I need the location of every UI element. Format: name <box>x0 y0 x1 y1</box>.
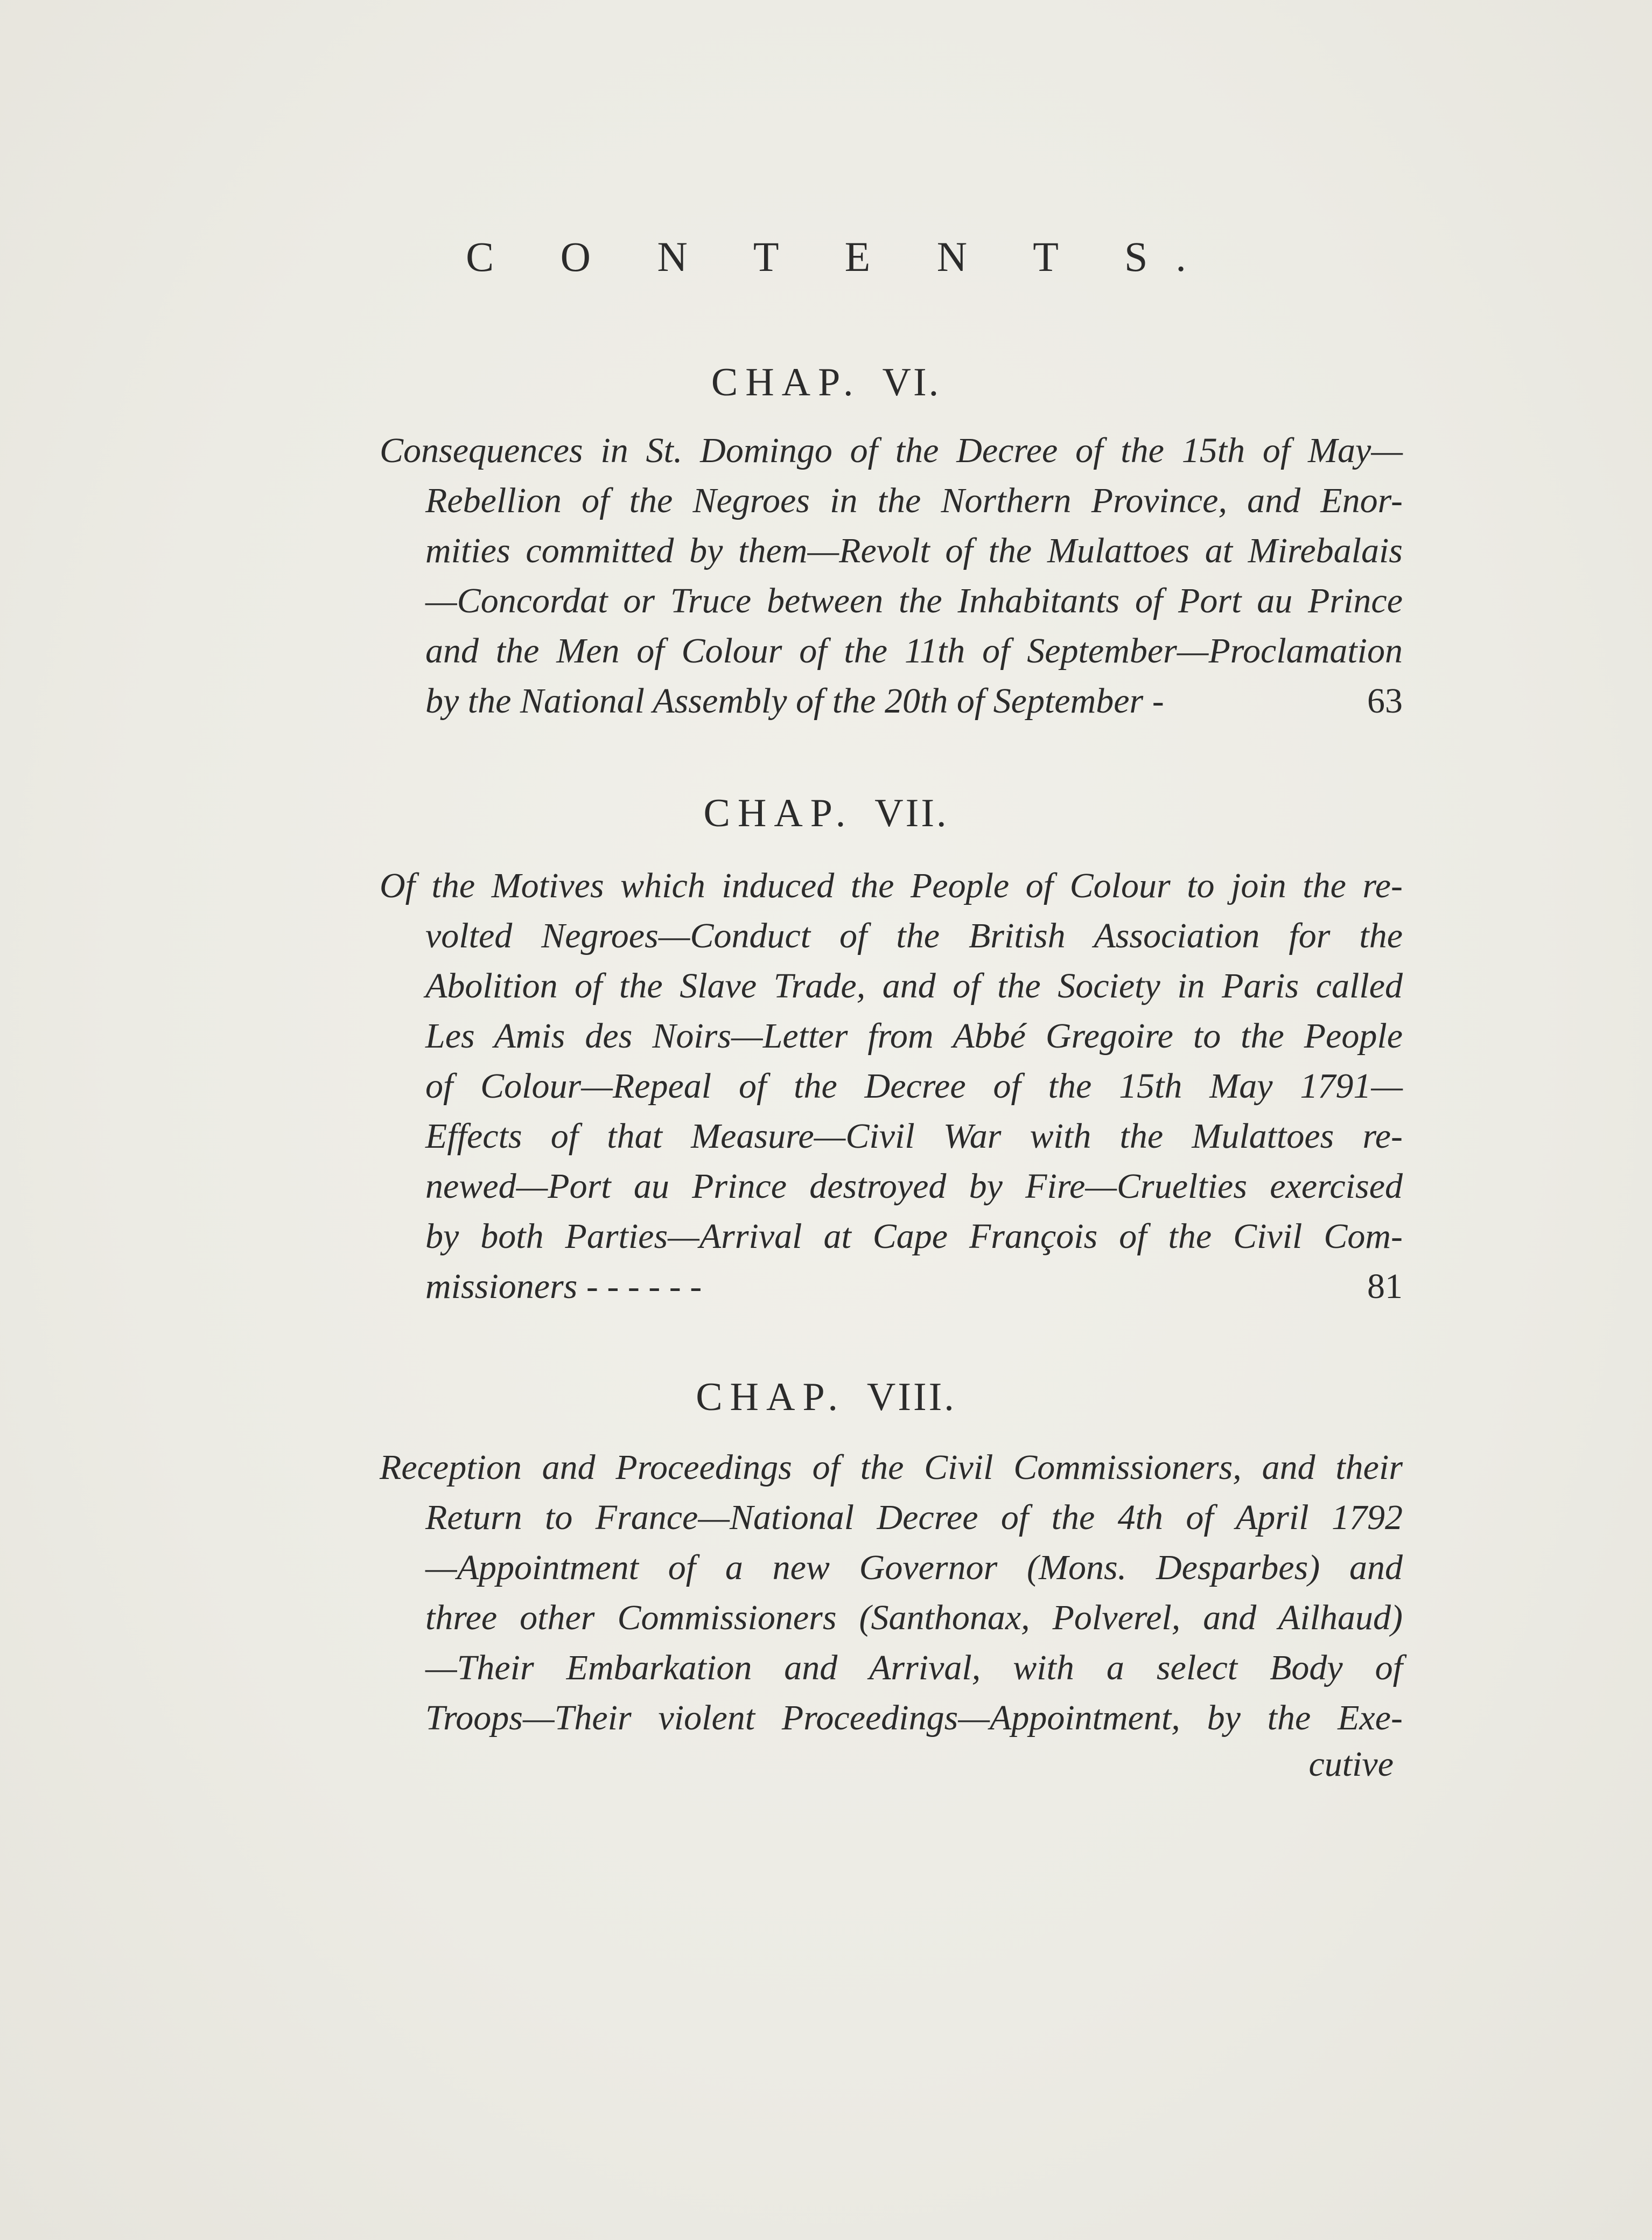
chapter-number: VIII. <box>866 1375 956 1419</box>
chapter-label: CHAP. <box>711 360 861 404</box>
chapter-heading-viii <box>0 1374 1652 1420</box>
chapter-heading-vii <box>0 791 1652 836</box>
summary-line: and the Men of Colour of the 11th of September—Proclamation <box>425 631 1403 671</box>
summary-line: —Their Embarkation and Arrival, with a select Body of <box>425 1648 1403 1687</box>
summary-line: —Appointment of a new Governor (Mons. Desparbes) and <box>425 1548 1403 1587</box>
chapter-heading-vi <box>0 360 1652 406</box>
chapter-label: CHAP. <box>696 1375 845 1419</box>
summary-line: —Concordat or Truce between the Inhabitants of Port au Prince <box>425 581 1403 620</box>
summary-line-text: missioners - - - - - - <box>425 1267 702 1306</box>
summary-line: Abolition of the Slave Trade, and of the Society in Paris called <box>425 966 1403 1006</box>
catchword: cutive <box>1308 1744 1394 1784</box>
summary-line: Of the Motives which induced the People of Colour to join the re- <box>380 866 1403 905</box>
summary-line: three other Commissioners (Santhonax, Polverel, and Ailhaud) <box>425 1598 1403 1637</box>
summary-line: Rebellion of the Negroes in the Northern Province, and Enor- <box>425 481 1403 520</box>
summary-line-text: by the National Assembly of the 20th of September - <box>425 681 1164 721</box>
summary-line: newed—Port au Prince destroyed by Fire—Cruelties exercised <box>425 1167 1403 1206</box>
page-title: C O N T E N T S. <box>466 233 1214 280</box>
summary-line: Les Amis des Noirs—Letter from Abbé Gregoire to the People <box>425 1016 1403 1056</box>
chapter-summary-vii <box>380 861 1403 1311</box>
chapter-number: VI. <box>882 360 941 404</box>
summary-line: Return to France—National Decree of the 4th of April 1792 <box>425 1498 1403 1537</box>
summary-line-last <box>380 676 1403 726</box>
summary-line: by both Parties—Arrival at Cape François of the Civil Com- <box>425 1217 1403 1256</box>
summary-line: Consequences in St. Domingo of the Decree of the 15th of May— <box>380 431 1403 470</box>
summary-line: Effects of that Measure—Civil War with the Mulattoes re- <box>425 1116 1403 1156</box>
summary-line: mities committed by them—Revolt of the Mulattoes at Mirebalais <box>425 531 1403 570</box>
summary-line-last <box>380 1261 1403 1311</box>
summary-line: volted Negroes—Conduct of the British Association for the <box>425 916 1403 955</box>
chapter-number: VII. <box>874 791 949 835</box>
chapter-label: CHAP. <box>703 791 853 835</box>
summary-line: Reception and Proceedings of the Civil Commissioners, and their <box>380 1448 1403 1487</box>
page-number: 81 <box>1367 1267 1403 1306</box>
page-number: 63 <box>1367 681 1403 721</box>
summary-line: of Colour—Repeal of the Decree of the 15th May 1791— <box>425 1066 1403 1106</box>
chapter-summary-vi <box>380 425 1403 726</box>
chapter-summary-viii <box>380 1442 1403 1743</box>
summary-line: Troops—Their violent Proceedings—Appointment, by the Exe- <box>425 1698 1403 1737</box>
